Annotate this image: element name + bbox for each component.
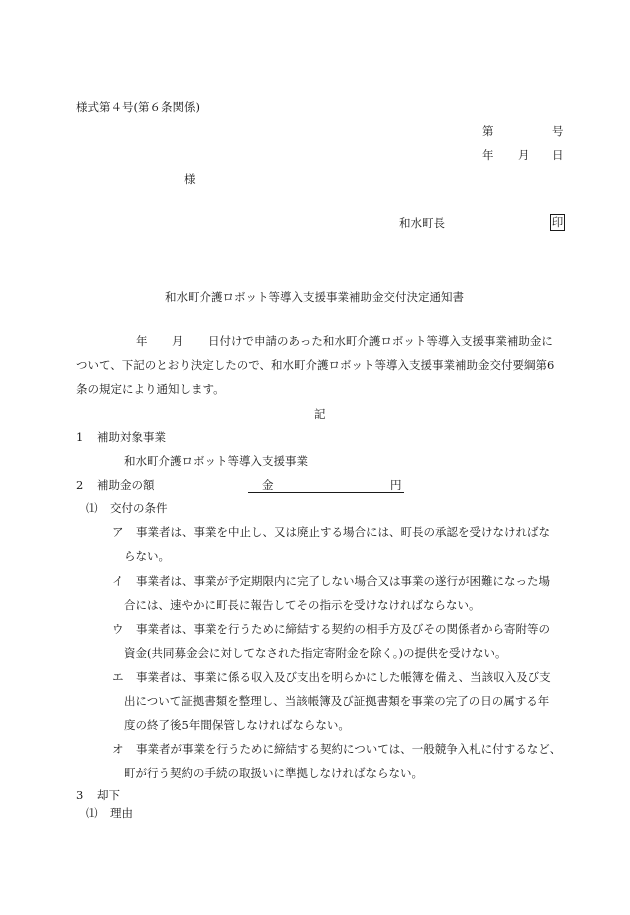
- condition-e-line2: 出について証拠書類を整理し、当該帳簿及び証拠書類を事業の完了の日の属する年: [124, 694, 550, 708]
- condition-a-line2: らない。: [124, 549, 170, 563]
- date-day: 日: [552, 148, 564, 162]
- condition-i-line2: 合には、速やかに町長に報告してその指示を受けなければならない。: [124, 598, 481, 612]
- ki-heading: 記: [314, 407, 326, 421]
- condition-a-line1: 事業者は、事業を中止し、又は廃止する場合には、町長の承認を受けなければな: [136, 525, 550, 539]
- intro-month: 月: [172, 334, 184, 348]
- condition-a-marker: ア: [112, 525, 124, 539]
- intro-line2: ついて、下記のとおり決定したので、和水町介護ロボット等導入支援事業補助金交付要綱第6: [76, 358, 555, 372]
- section2-number: 2: [76, 478, 84, 492]
- section1-heading: 補助対象事業: [97, 430, 166, 444]
- doc-number-dai: 第: [482, 124, 494, 138]
- intro-line1: 日付けで申請のあった和水町介護ロボット等導入支援事業補助金に: [208, 334, 553, 348]
- condition-e-marker: エ: [112, 670, 124, 684]
- intro-line3: 条の規定により通知します。: [76, 382, 225, 396]
- condition-u-line1: 事業者は、事業を行うために締結する契約の相手方及びその関係者から寄附等の: [136, 622, 550, 636]
- section3-number: 3: [76, 788, 84, 802]
- condition-i-line1: 事業者は、事業が予定期限内に完了しない場合又は事業の遂行が困難になった場: [136, 574, 550, 588]
- amount-prefix: 金: [262, 478, 274, 492]
- section2-heading: 補助金の額: [97, 478, 155, 492]
- condition-u-line2: 資金(共同募金会に対してなされた指定寄附金を除く。)の提供を受けない。: [124, 646, 507, 660]
- condition-o-line2: 町が行う契約の手続の取扱いに準拠しなければならない。: [124, 766, 423, 780]
- form-label: 様式第４号(第６条関係): [76, 100, 200, 114]
- issuer-seal: [550, 214, 565, 231]
- condition-u-marker: ウ: [112, 622, 124, 636]
- condition-e-line3: 度の終了後5年間保管しなければならない。: [124, 718, 350, 732]
- sub1-heading: 交付の条件: [110, 501, 168, 515]
- condition-i-marker: イ: [112, 574, 124, 588]
- section1-number: 1: [76, 430, 84, 444]
- section1-content: 和水町介護ロボット等導入支援事業: [124, 454, 308, 468]
- sub1-number: ⑴: [86, 501, 98, 515]
- date-year: 年: [482, 148, 494, 162]
- date-month: 月: [518, 148, 530, 162]
- section3-heading: 却下: [97, 788, 120, 802]
- section3-sub1-number: ⑴: [86, 806, 98, 820]
- condition-o-line1: 事業者が事業を行うために締結する契約については、一般競争入札に付するなど、: [136, 742, 562, 756]
- seal-box: 印: [551, 215, 564, 229]
- document-title: 和水町介護ロボット等導入支援事業補助金交付決定通知書: [165, 290, 464, 304]
- section3-sub1-heading: 理由: [110, 806, 133, 820]
- condition-e-line1: 事業者は、事業に係る収入及び支出を明らかにした帳簿を備え、当該収入及び支: [136, 670, 551, 684]
- amount-suffix: 円: [390, 478, 402, 492]
- intro-year: 年: [136, 334, 148, 348]
- issuer-name: 和水町長: [399, 216, 445, 230]
- addressee-suffix: 様: [184, 172, 196, 186]
- condition-o-marker: オ: [112, 742, 124, 756]
- doc-number-go: 号: [552, 124, 564, 138]
